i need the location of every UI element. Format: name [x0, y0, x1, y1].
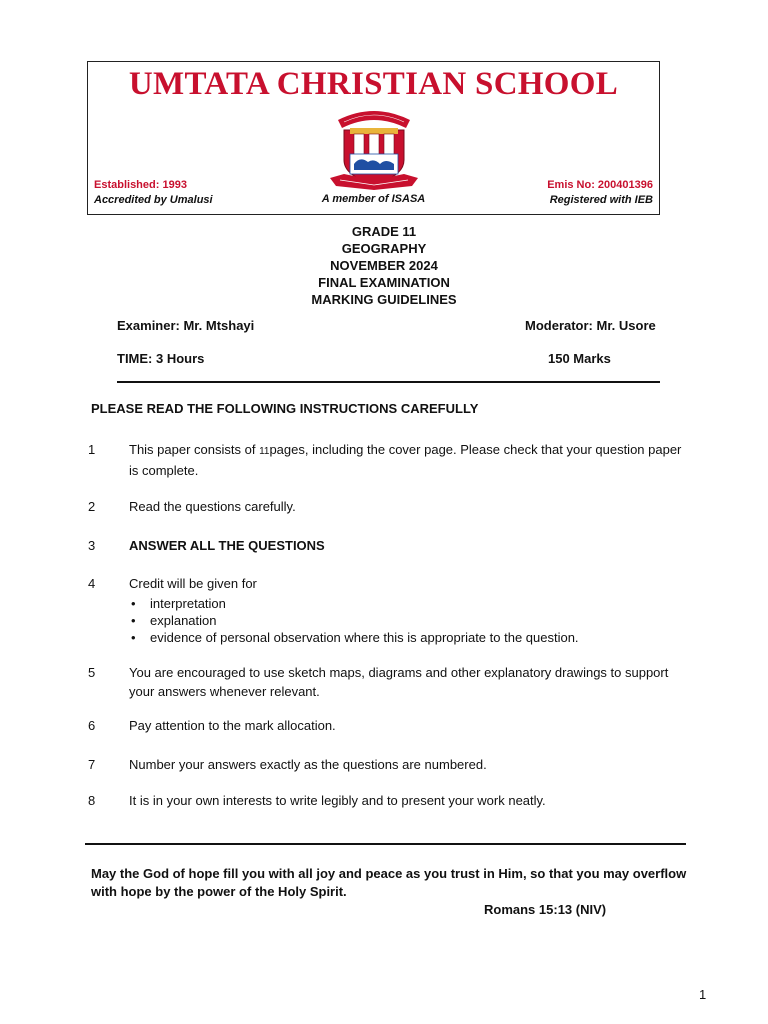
- item-number: 6: [88, 718, 96, 733]
- accredited-text: Accredited by Umalusi: [94, 194, 213, 206]
- doc-type-title: MARKING GUIDELINES: [311, 292, 457, 307]
- bullet-item: • evidence of personal observation where this is appropriate to the question.: [129, 629, 688, 646]
- item-text: Pay attention to the mark allocation.: [129, 718, 336, 733]
- item-number: 1: [88, 442, 96, 457]
- item-number: 2: [88, 499, 96, 514]
- item-number: 3: [88, 538, 96, 553]
- bullet-item: • explanation: [129, 612, 688, 629]
- item-number: 4: [88, 576, 96, 591]
- examiner-label: Examiner: Mr. Mtshayi: [117, 318, 255, 333]
- time-label: TIME: 3 Hours: [117, 351, 205, 366]
- item-number: 7: [88, 757, 96, 772]
- school-name: UMTATA CHRISTIAN SCHOOL: [128, 66, 619, 102]
- item-text: Number your answers exactly as the questions are numbered.: [129, 757, 487, 772]
- marks-label: 150 Marks: [548, 351, 611, 366]
- isasa-member-text: A member of ISASA: [321, 193, 426, 205]
- bullet-item: • interpretation: [129, 595, 688, 612]
- bullet-list: [129, 595, 688, 646]
- instructions-heading: PLEASE READ THE FOLLOWING INSTRUCTIONS CAREFULLY: [91, 401, 479, 416]
- date-title: NOVEMBER 2024: [330, 258, 438, 273]
- item-text-pre: This paper consists of: [129, 442, 260, 457]
- school-header: [87, 61, 660, 215]
- verse-reference: Romans 15:13 (NIV): [484, 902, 607, 917]
- divider-line: [117, 381, 660, 383]
- item-text-post: pages, including the cover page. Please check that your question paper is complete.: [129, 442, 682, 478]
- subject-title: GEOGRAPHY: [341, 241, 427, 256]
- exam-title: FINAL EXAMINATION: [318, 275, 450, 290]
- page-count: 11: [259, 446, 270, 457]
- school-crest-logo: [324, 98, 424, 198]
- item-number: 5: [88, 665, 96, 680]
- bible-verse: May the God of hope fill you with all joy and peace as you trust in Him, so that you may overflow with hope by the power of the Holy Spirit.: [91, 866, 687, 899]
- item-intro: Credit will be given for: [129, 576, 257, 591]
- item-text: [129, 440, 688, 480]
- accreditation-right: [547, 178, 653, 208]
- registered-text: Registered with IEB: [549, 194, 653, 206]
- grade-title: GRADE 11: [351, 224, 417, 239]
- item-number: 8: [88, 793, 96, 808]
- page-number: 1: [699, 987, 707, 1002]
- exam-title-block: [0, 223, 768, 308]
- footer-divider-line: [85, 843, 686, 845]
- emis-number: Emis No: 200401396: [547, 179, 653, 191]
- moderator-label: Moderator: Mr. Usore: [525, 318, 656, 333]
- established-text: Established: 1993: [94, 179, 187, 191]
- item-text: It is in your own interests to write legibly and to present your work neatly.: [129, 793, 546, 808]
- item-text: [129, 574, 688, 646]
- item-text: Read the questions carefully.: [129, 499, 296, 514]
- item-text: ANSWER ALL THE QUESTIONS: [129, 538, 325, 553]
- item-text: You are encouraged to use sketch maps, diagrams and other explanatory drawings to support your answers whenever relevant.: [129, 665, 669, 699]
